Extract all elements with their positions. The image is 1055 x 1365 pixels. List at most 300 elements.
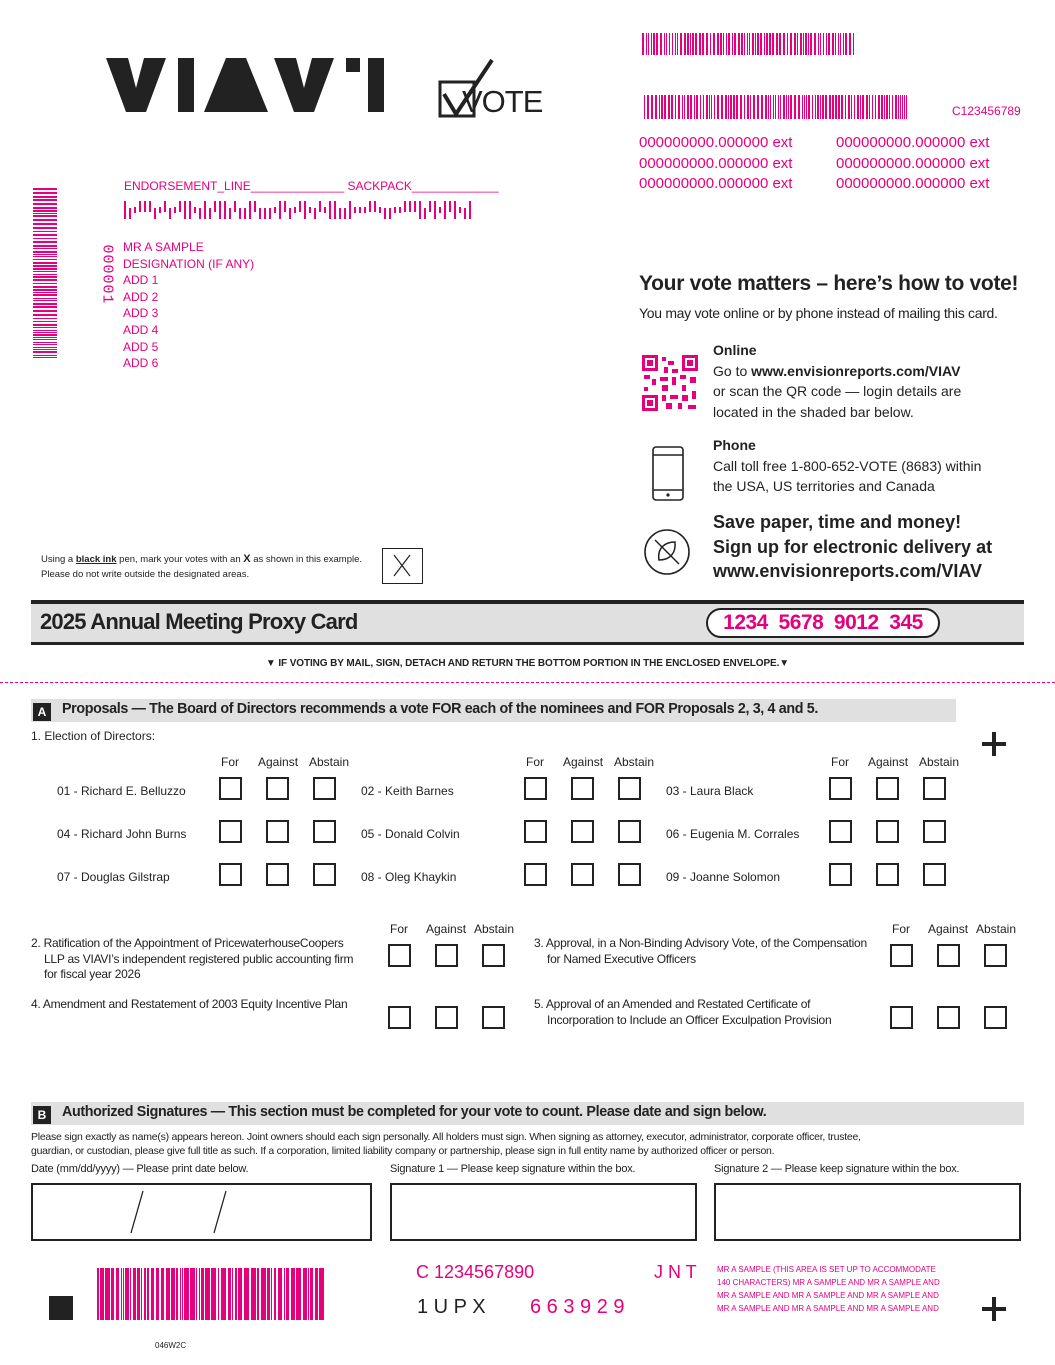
barcode-bar <box>205 1268 210 1320</box>
barcode-bar <box>812 95 813 119</box>
barcode-bar <box>648 33 649 55</box>
barcode-bar <box>33 196 57 198</box>
barcode-bar <box>644 95 645 119</box>
signing-instructions <box>31 1130 861 1158</box>
control-number: 1234 5678 9012 345 <box>706 608 940 638</box>
barcode-bar <box>414 201 416 212</box>
vote-abstain-checkbox[interactable] <box>313 820 336 843</box>
barcode-bar <box>299 201 301 212</box>
for-header: For <box>526 755 544 769</box>
barcode-bar <box>33 256 57 257</box>
barcode-bar <box>900 95 901 119</box>
barcode-bar <box>677 33 678 55</box>
barcode-bar <box>747 33 748 55</box>
address-line: ADD 2 <box>123 289 159 304</box>
barcode-bar <box>97 1268 99 1320</box>
barcode-bar <box>780 95 781 119</box>
vote-abstain-checkbox[interactable] <box>482 1006 505 1029</box>
barcode-bar <box>33 210 57 212</box>
signing-text-1: Please sign exactly as name(s) appears hereon. Joint owners should each sign personally. All holders must sign. When signing as attorney, executor, administrator, corporate officer, trustee, <box>31 1131 861 1143</box>
vote-for-checkbox[interactable] <box>524 863 547 886</box>
vote-against-checkbox[interactable] <box>937 1006 960 1029</box>
barcode-bar <box>204 201 206 219</box>
vote-logo <box>438 58 543 122</box>
barcode-bar <box>862 95 864 119</box>
barcode-bar <box>261 1268 266 1320</box>
barcode-bar <box>249 201 251 219</box>
barcode-bar <box>33 219 57 221</box>
barcode-bar <box>123 1268 124 1320</box>
vote-against-checkbox[interactable] <box>876 777 899 800</box>
abstain-header: Abstain <box>614 755 655 769</box>
barcode-bar <box>692 33 694 55</box>
vote-against-checkbox[interactable] <box>937 944 960 967</box>
section-b-letter: B <box>33 1106 51 1124</box>
barcode-bar <box>33 298 57 299</box>
vote-for-checkbox[interactable] <box>890 1006 913 1029</box>
barcode-bar <box>184 201 186 219</box>
vote-for-checkbox[interactable] <box>829 777 852 800</box>
vote-for-checkbox[interactable] <box>524 777 547 800</box>
nominee-name: 02 - Keith Barnes <box>361 784 454 798</box>
barcode-bar <box>823 33 824 55</box>
barcode-bar <box>221 1268 226 1320</box>
barcode-bar <box>279 201 281 219</box>
barcode-bar <box>100 1268 104 1320</box>
vote-against-checkbox[interactable] <box>266 820 289 843</box>
barcode-bar <box>769 33 771 55</box>
ext-line: 000000000.000000 ext <box>836 134 990 151</box>
for-header: For <box>831 755 849 769</box>
paper-line1: Save paper, time and money! <box>713 512 962 532</box>
ext-column-left <box>639 133 792 195</box>
barcode-bar <box>33 289 57 291</box>
barcode-bar <box>721 95 723 119</box>
barcode-bar <box>133 1268 136 1320</box>
barcode-bar <box>764 33 765 55</box>
barcode-bar <box>469 201 471 219</box>
intelligent-mail-barcode <box>124 201 474 219</box>
barcode-bar <box>33 318 57 319</box>
barcode-bar <box>419 201 421 219</box>
barcode-bar <box>228 1268 231 1320</box>
vote-against-checkbox[interactable] <box>571 820 594 843</box>
barcode-bar <box>706 95 708 119</box>
barcode-bar <box>151 1268 154 1320</box>
vote-for-checkbox[interactable] <box>219 820 242 843</box>
barcode-bar <box>653 33 655 55</box>
jnt-code: J N T <box>654 1262 697 1282</box>
vote-against-checkbox[interactable] <box>435 1006 458 1029</box>
barcode-bar <box>159 207 161 212</box>
mark-instructions <box>41 552 362 582</box>
barcode-bar <box>294 207 296 212</box>
barcode-bar <box>229 208 231 219</box>
barcode-bar <box>364 207 366 212</box>
abstain-header: Abstain <box>309 755 350 769</box>
proposal-text: 4. Amendment and Restatement of 2003 Equity Incentive Plan <box>31 997 348 1011</box>
barcode-bar <box>783 95 785 119</box>
barcode-bar <box>709 95 710 119</box>
barcode-bar <box>694 95 695 119</box>
barcode-bar <box>33 227 57 229</box>
vote-abstain-checkbox[interactable] <box>984 944 1007 967</box>
barcode-bar <box>680 33 682 55</box>
vote-heading: Your vote matters – here’s how to vote! <box>639 272 1019 295</box>
barcode-bar <box>723 33 724 55</box>
barcode-bar <box>147 1268 149 1320</box>
vote-against-checkbox[interactable] <box>876 820 899 843</box>
barcode-bar <box>798 95 800 119</box>
footer-code: 6 6 3 9 2 9 <box>530 1296 625 1318</box>
barcode-bar <box>851 95 852 119</box>
ext-line: 000000000.000000 ext <box>639 134 793 151</box>
barcode-bar <box>33 245 57 247</box>
barcode-bar <box>264 208 266 219</box>
barcode-bar <box>728 33 730 55</box>
nominee-name: 09 - Joanne Solomon <box>666 870 781 884</box>
barcode-bar <box>33 251 57 253</box>
vote-abstain-checkbox[interactable] <box>313 777 336 800</box>
sig2-label: Signature 2 — Please keep signature within the box. <box>714 1163 960 1175</box>
viavi-logo <box>106 56 391 114</box>
example-x-box <box>382 548 423 584</box>
vote-abstain-checkbox[interactable] <box>984 1006 1007 1029</box>
barcode-bar <box>752 33 754 55</box>
barcode-bar <box>884 95 885 119</box>
barcode-bar <box>33 213 57 214</box>
endorsement-text: ENDORSEMENT_LINE______________ <box>124 179 345 193</box>
barcode-bar <box>164 201 166 212</box>
barcode-bar <box>309 207 311 212</box>
barcode-bar <box>235 1268 237 1320</box>
abstain-header: Abstain <box>976 922 1017 936</box>
section-b-title: Authorized Signatures — This section must be completed for your vote to count. Please date and sign below. <box>62 1104 767 1120</box>
vote-against-checkbox[interactable] <box>571 777 594 800</box>
barcode-bar <box>33 314 57 316</box>
barcode-bar <box>857 95 859 119</box>
vote-abstain-checkbox[interactable] <box>923 863 946 886</box>
vote-against-checkbox[interactable] <box>266 777 289 800</box>
barcode-bar <box>374 201 376 212</box>
barcode-bar <box>675 95 676 119</box>
barcode-bar <box>111 1268 114 1320</box>
barcode-bar <box>218 1268 219 1320</box>
endorsement-line <box>124 179 499 193</box>
barcode-bar <box>720 33 722 55</box>
barcode-bar <box>182 1268 183 1320</box>
barcode-bar <box>794 95 796 119</box>
barcode-bar <box>732 33 733 55</box>
barcode-bar <box>33 339 57 340</box>
barcode-bar <box>699 33 701 55</box>
date-field[interactable] <box>31 1183 372 1241</box>
barcode-bar <box>124 201 126 219</box>
barcode-bar <box>779 33 781 55</box>
barcode-bar <box>810 33 812 55</box>
barcode-bar <box>682 95 683 119</box>
vote-for-checkbox[interactable] <box>524 820 547 843</box>
nominee-name: 03 - Laura Black <box>666 784 754 798</box>
barcode-bar <box>444 201 446 219</box>
online-line2: or scan the QR code — login details are <box>713 383 962 399</box>
barcode-bar <box>129 208 131 219</box>
barcode-bar <box>176 1268 178 1320</box>
barcode-bar <box>790 95 792 119</box>
barcode-bar <box>33 238 57 239</box>
online-title: Online <box>713 342 757 358</box>
barcode-bar <box>454 201 456 219</box>
barcode-bar <box>33 347 57 348</box>
against-header: Against <box>258 755 299 769</box>
barcode-bar <box>808 95 810 119</box>
barcode-bar <box>33 215 57 217</box>
barcode-bar <box>646 33 647 55</box>
barcode-bar <box>33 332 57 333</box>
barcode-bar <box>232 1268 233 1320</box>
online-line3: located in the shaded bar below. <box>713 403 914 420</box>
barcode-bar <box>314 208 316 219</box>
barcode-bar <box>818 33 819 55</box>
address-line: ADD 3 <box>123 306 159 321</box>
barcode-bar <box>790 33 792 55</box>
barcode-bar <box>800 33 802 55</box>
barcode-bar <box>169 208 171 219</box>
barcode-bar <box>139 201 141 212</box>
barcode-bar <box>303 1268 307 1320</box>
vote-for-checkbox[interactable] <box>890 944 913 967</box>
barcode-bar <box>726 33 727 55</box>
barcode-bar <box>744 33 745 55</box>
barcode-bar <box>702 33 704 55</box>
barcode-bar <box>33 231 57 232</box>
barcode-bar <box>33 276 57 278</box>
barcode-bar <box>196 1268 197 1320</box>
barcode-bar <box>878 95 880 119</box>
barcode-bar <box>274 207 276 212</box>
barcode-bar <box>166 1268 170 1320</box>
barcode-bar <box>730 95 732 119</box>
barcode-bar <box>853 33 854 55</box>
address-line: ADD 4 <box>123 322 159 337</box>
barcode-bar <box>359 207 361 212</box>
barcode-bar <box>755 33 756 55</box>
vote-against-checkbox[interactable] <box>571 863 594 886</box>
sample-line: MR A SAMPLE (THIS AREA IS SET UP TO ACCOMMODATE <box>717 1265 936 1274</box>
barcode-bar <box>770 95 771 119</box>
barcode-bar <box>154 208 156 219</box>
electronic-delivery <box>713 510 992 584</box>
barcode-bar <box>179 201 181 212</box>
vote-against-checkbox[interactable] <box>435 944 458 967</box>
vote-abstain-checkbox[interactable] <box>618 820 641 843</box>
barcode-bar <box>656 33 658 55</box>
detach-line <box>0 682 1055 683</box>
paper-url-link[interactable]: www.envisionreports.com/VIAV <box>713 561 983 581</box>
address-line: ADD 1 <box>123 273 159 288</box>
upx-code: 1 U P X <box>417 1296 486 1318</box>
sig1-label: Signature 1 — Please keep signature within the box. <box>390 1163 636 1175</box>
vote-abstain-checkbox[interactable] <box>482 944 505 967</box>
for-header: For <box>892 922 910 936</box>
barcode-bar <box>757 95 759 119</box>
barcode-bar <box>675 33 676 55</box>
barcode-bar <box>647 95 649 119</box>
nominee-name: 05 - Donald Colvin <box>361 827 460 841</box>
proposal-text: LLP as VIAVI’s independent registered public accounting firm <box>44 951 354 966</box>
barcode-bar <box>33 324 57 326</box>
barcode-bar <box>257 1268 259 1320</box>
date-label: Date (mm/dd/yyyy) — Please print date below. <box>31 1163 249 1175</box>
barcode-bar <box>802 95 803 119</box>
barcode-bar <box>33 286 57 288</box>
barcode-bar <box>717 33 719 55</box>
barcode-bar <box>757 33 759 55</box>
barcode-bar <box>664 95 666 119</box>
barcode-bar <box>776 33 778 55</box>
barcode-bar <box>845 95 846 119</box>
barcode-bar <box>141 1268 142 1320</box>
barcode-bar <box>33 223 57 225</box>
barcode-bar <box>902 95 903 119</box>
footer-barcode <box>97 1268 325 1320</box>
c-number: C 1234567890 <box>416 1262 535 1282</box>
barcode-bar <box>760 33 762 55</box>
barcode-bar <box>33 337 57 338</box>
barcode-bar <box>747 95 749 119</box>
vote-abstain-checkbox[interactable] <box>618 777 641 800</box>
barcode-bar <box>33 241 57 243</box>
barcode-bar <box>33 303 57 305</box>
barcode-bar <box>761 95 763 119</box>
barcode-bar <box>324 207 326 212</box>
signature-1-field[interactable] <box>390 1183 697 1241</box>
barcode-bar <box>278 1268 282 1320</box>
barcode-bar <box>659 95 660 119</box>
barcode-bar <box>804 95 805 119</box>
vote-against-checkbox[interactable] <box>876 863 899 886</box>
barcode-bar <box>817 95 819 119</box>
barcode-bar <box>33 342 57 343</box>
vote-for-checkbox[interactable] <box>829 863 852 886</box>
for-header: For <box>221 755 239 769</box>
barcode-bar <box>886 95 888 119</box>
vote-for-checkbox[interactable] <box>388 1006 411 1029</box>
barcode-bar <box>734 33 736 55</box>
election-label: 1. Election of Directors: <box>31 729 156 743</box>
barcode-bar <box>33 351 57 353</box>
barcode-bar <box>684 33 686 55</box>
sample-line: MR A SAMPLE AND MR A SAMPLE AND MR A SAMPLE AND <box>717 1291 939 1300</box>
online-url-link[interactable]: www.envisionreports.com/VIAV <box>751 362 961 379</box>
vote-for-checkbox[interactable] <box>219 863 242 886</box>
barcode-bar <box>820 33 821 55</box>
barcode-bar <box>744 95 745 119</box>
proposal-text: for Named Executive Officers <box>547 951 696 966</box>
barcode-bar <box>806 95 807 119</box>
abstain-header: Abstain <box>474 922 515 936</box>
barcode-bar <box>171 1268 175 1320</box>
address-line: DESIGNATION (IF ANY) <box>123 256 255 271</box>
vote-for-checkbox[interactable] <box>388 944 411 967</box>
barcode-bar <box>840 33 841 55</box>
signature-2-field[interactable] <box>714 1183 1021 1241</box>
barcode-bar <box>845 33 847 55</box>
barcode-bar <box>832 95 834 119</box>
barcode-bar <box>33 294 57 296</box>
vote-abstain-checkbox[interactable] <box>923 820 946 843</box>
barcode-bar <box>822 95 824 119</box>
phone-section <box>713 435 981 497</box>
account-barcode <box>644 95 908 119</box>
vote-abstain-checkbox[interactable] <box>923 777 946 800</box>
barcode-bar <box>787 33 788 55</box>
barcode-bar <box>319 201 321 212</box>
barcode-bar <box>254 201 256 212</box>
barcode-bar <box>33 259 57 260</box>
barcode-bar <box>808 33 809 55</box>
barcode-bar <box>826 33 827 55</box>
vote-abstain-checkbox[interactable] <box>313 863 336 886</box>
paper-line2: Sign up for electronic delivery at <box>713 536 993 557</box>
barcode-bar <box>329 201 331 219</box>
barcode-bar <box>33 234 57 236</box>
barcode-bar <box>354 207 356 212</box>
barcode-bar <box>33 349 57 350</box>
barcode-bar <box>156 1268 159 1320</box>
nominee-name: 01 - Richard E. Belluzzo <box>57 784 186 798</box>
barcode-bar <box>384 208 386 219</box>
barcode-bar <box>190 1268 195 1320</box>
barcode-bar <box>339 208 341 219</box>
barcode-bar <box>434 201 436 219</box>
barcode-bar <box>835 33 836 55</box>
section-a-letter: A <box>33 703 51 721</box>
against-header: Against <box>868 755 909 769</box>
vote-for-checkbox[interactable] <box>219 777 242 800</box>
barcode-bar <box>379 207 381 212</box>
barcode-bar <box>199 208 201 219</box>
barcode-bar <box>219 201 221 219</box>
barcode-bar <box>669 33 670 55</box>
barcode-bar <box>33 268 57 270</box>
barcode-bar <box>308 1268 309 1320</box>
barcode-bar <box>684 95 685 119</box>
barcode-bar <box>898 95 899 119</box>
online-section <box>713 340 961 422</box>
barcode-bar <box>849 33 851 55</box>
postal-barcode-top <box>642 33 855 55</box>
vote-against-checkbox[interactable] <box>266 863 289 886</box>
vote-abstain-checkbox[interactable] <box>618 863 641 886</box>
nominee-name: 08 - Oleg Khaykin <box>361 870 457 884</box>
barcode-bar <box>344 208 346 219</box>
barcode-bar <box>33 355 57 356</box>
proposal-text: 2. Ratification of the Appointment of PricewaterhouseCoopers <box>31 936 344 950</box>
proposal-text: Incorporation to Include an Officer Exculpation Provision <box>547 1012 832 1027</box>
barcode-bar <box>33 199 57 201</box>
barcode-bar <box>310 1268 313 1320</box>
barcode-bar <box>214 201 216 212</box>
barcode-bar <box>271 1268 272 1320</box>
barcode-bar <box>703 95 704 119</box>
against-header: Against <box>563 755 604 769</box>
vote-for-checkbox[interactable] <box>829 820 852 843</box>
barcode-bar <box>259 208 261 219</box>
barcode-bar <box>33 248 57 249</box>
barcode-bar <box>369 201 371 212</box>
barcode-bar <box>116 1268 119 1320</box>
